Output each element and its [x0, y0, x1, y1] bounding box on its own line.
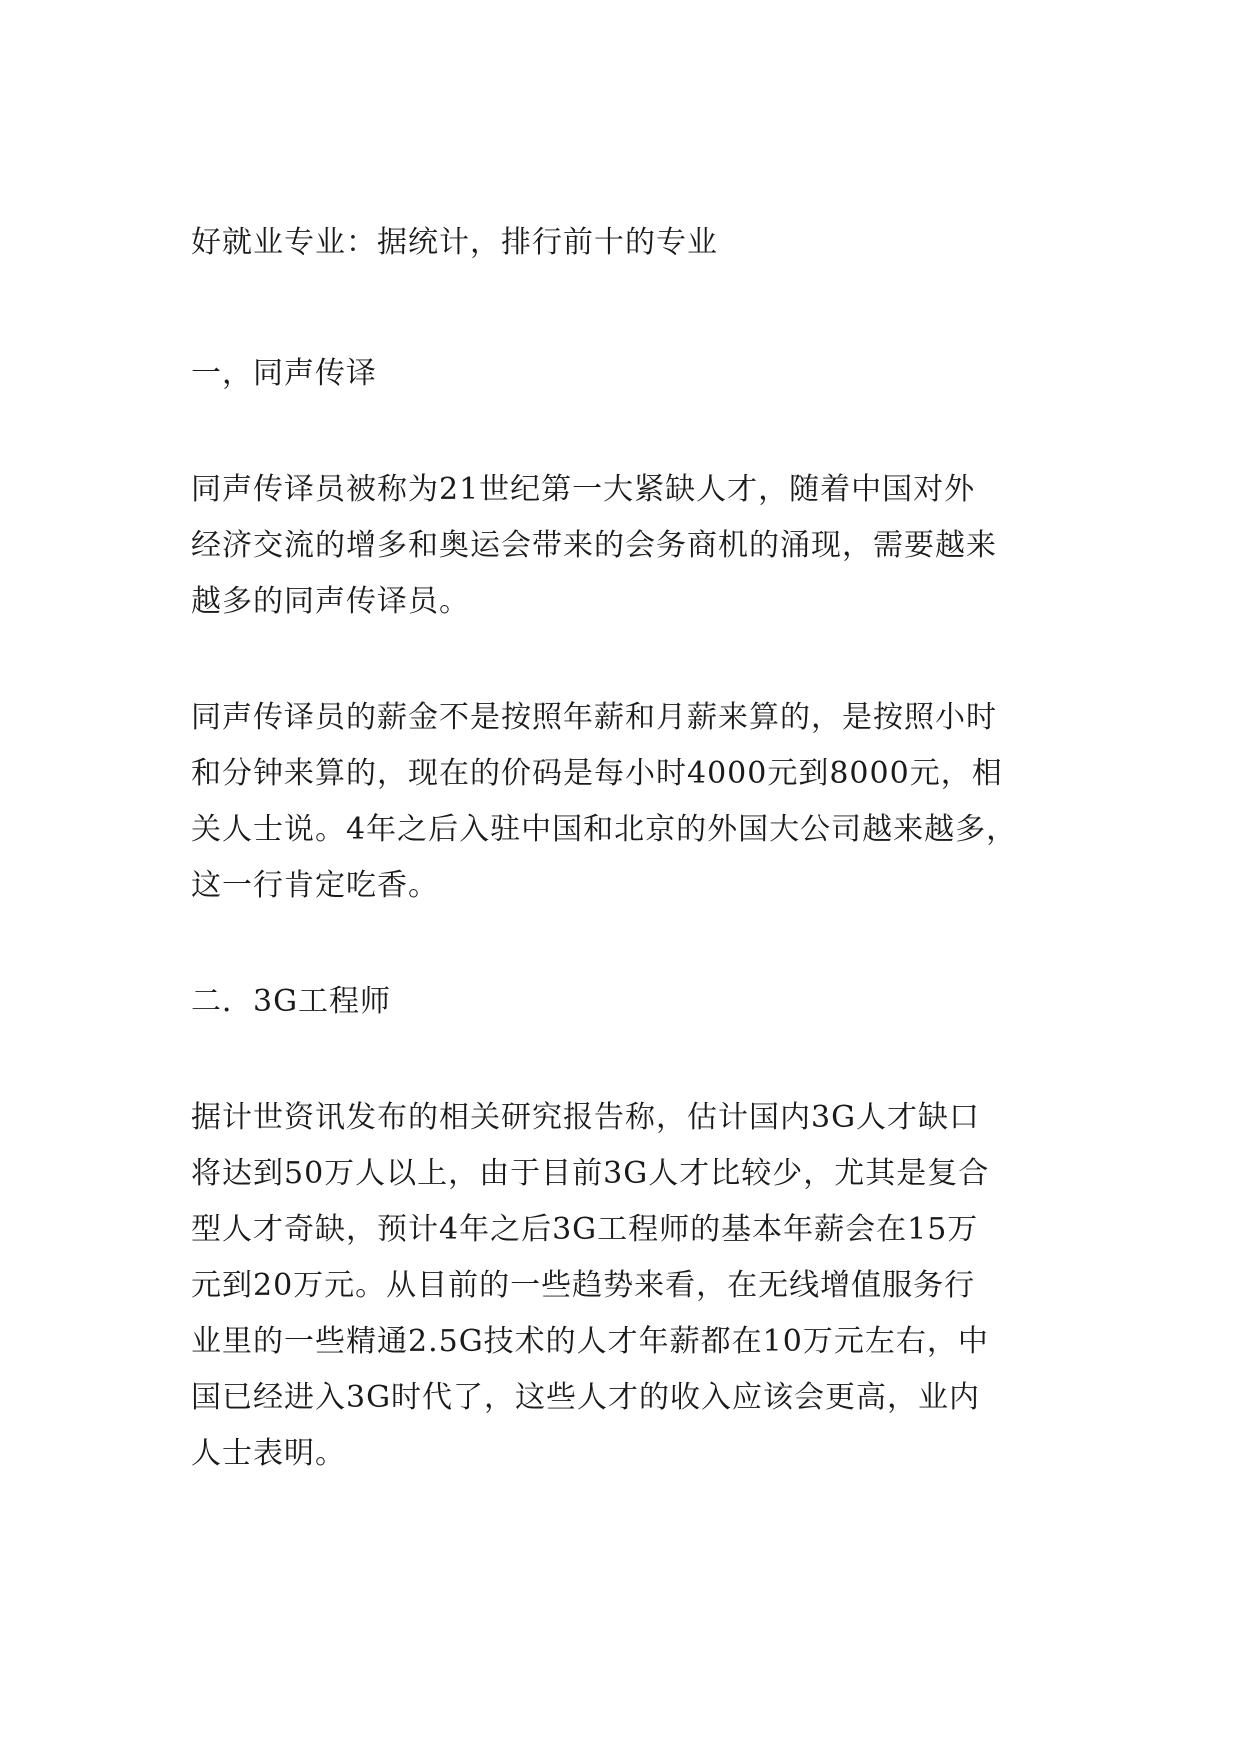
- section-heading-1: 一，同声传译: [191, 356, 377, 391]
- section-1-paragraph-1: 同声传译员被称为21世纪第一大紧缺人才，随着中国对外 经济交流的增多和奥运会带来的会务商机的涌现，需要越来 越多的同声传译员。: [191, 472, 997, 619]
- section-2-paragraph-1: 据计世资讯发布的相关研究报告称，估计国内3G人才缺口 将达到50万人以上，由于目前3G人才比较少，尤其是复合 型人才奇缺，预计4年之后3G工程师的基本年薪会在15万 元到20万元。从目前的一些趋势来看，在无线增值服务行 业里的一些精通2.5G技术的人才年薪都在10万元左右，中 国已经进入3G时代了，这些人才的收入应该会更高，业内 人士表明。: [191, 1100, 990, 1471]
- document-title: 好就业专业：据统计，排行前十的专业: [191, 225, 718, 260]
- document-body: [191, 215, 1071, 1482]
- section-1-paragraph-2: 同声传译员的薪金不是按照年薪和月薪来算的，是按照小时 和分钟来算的，现在的价码是每小时4000元到8000元，相 关人士说。4年之后入驻中国和北京的外国大公司越来越多， 这一行肯定吃香。: [191, 700, 1018, 903]
- section-heading-2: 二．3G工程师: [191, 984, 392, 1019]
